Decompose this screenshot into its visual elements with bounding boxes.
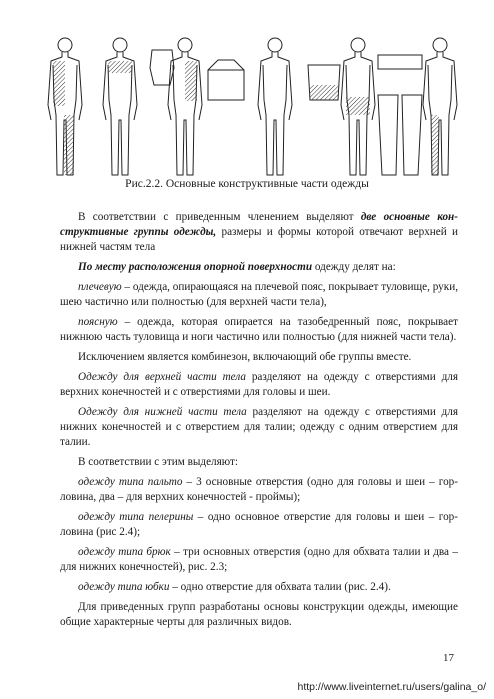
text-run: – три основных отверстия (одно для обхвата талии и два – для нижних конечностей), рис. 2.3; — [60, 546, 458, 573]
text-run: – одежда, которая опирается на тазобедренный пояс, покрывает нижнюю часть туловища и ноги частично или полностью (для нижней части тела). — [60, 316, 458, 343]
paragraph — [60, 260, 458, 275]
term: одежду типа брюк — [78, 546, 171, 558]
figure-1 — [48, 38, 82, 175]
paragraph — [60, 405, 458, 450]
paragraph — [60, 210, 458, 255]
paragraph — [60, 370, 458, 400]
term: Одежду для верхней части тела — [78, 371, 246, 383]
figure-5 — [341, 38, 375, 175]
trouser-patterns — [378, 55, 422, 175]
text-run: – 3 основные отверстия (одно для головы и шеи – горловина, два – для верхних конечностей - проймы); — [60, 476, 458, 503]
figure-2 — [103, 38, 137, 175]
text-run: разделяют на одежду с отверстиями для верхних конечностей и с отверстиями для головы и шеи. — [60, 371, 458, 398]
paragraph — [60, 475, 458, 505]
figure-drawings — [40, 30, 460, 180]
watermark-url: http://www.liveinternet.ru/users/galina_o/ — [297, 681, 486, 693]
paragraph — [60, 510, 458, 540]
text-run: – одежда, опирающаяся на плечевой пояс, покрывает туловище, руки, шею частично или полностью (для верхней части тела), — [60, 281, 458, 308]
paragraph — [60, 315, 458, 345]
emphasis: По месту расположения опорной поверхности — [78, 261, 313, 273]
body-text — [60, 210, 458, 635]
text-run: размеры и формы которой отвечают верхней и нижней частям тела — [60, 226, 459, 253]
paragraph: В соответствии с этим выделяют: — [78, 456, 238, 468]
figure-6 — [423, 38, 457, 175]
text-run: В соответствии с приведенным членением выделяют — [78, 211, 361, 223]
sleeve-patterns — [208, 60, 244, 100]
text-run: – одно отверстие для обхвата талии (рис. 2.4). — [169, 581, 391, 593]
text-run: – одно основное отверстие для головы и шеи – горловина (рис 2.4); — [60, 511, 458, 538]
paragraph — [60, 580, 458, 595]
term: поясную — [78, 316, 118, 328]
bodice-shape — [308, 65, 340, 100]
page-number: 17 — [443, 652, 454, 664]
paragraph — [60, 280, 458, 310]
text-run: одежду делят на: — [312, 261, 396, 273]
paragraph — [60, 545, 458, 575]
garment-parts-figure — [40, 30, 460, 180]
figure-4 — [258, 38, 292, 175]
text-run: разделяют на одежду с отверстиями для нижних конечностей и с отверстием для талии; одежду с одним отверстием для талии. — [60, 406, 458, 448]
paragraph: Для приведенных групп разработаны основы конструкции одежды, имеющие общие характерные черты для различных видов. — [60, 601, 458, 628]
term: одежду типа пальто — [78, 476, 183, 488]
term: одежду типа пелерины — [78, 511, 194, 523]
emphasis: две основные конструктивные группы одежды, — [60, 211, 458, 238]
term: Одежду для нижней части тела — [78, 406, 247, 418]
term: плечевую — [78, 281, 122, 293]
figure-caption: Рис.2.2. Основные конструктивные части одежды — [125, 178, 369, 190]
paragraph: Исключением является комбинезон, включающий обе группы вместе. — [78, 351, 412, 363]
term: одежду типа юбки — [78, 581, 170, 593]
